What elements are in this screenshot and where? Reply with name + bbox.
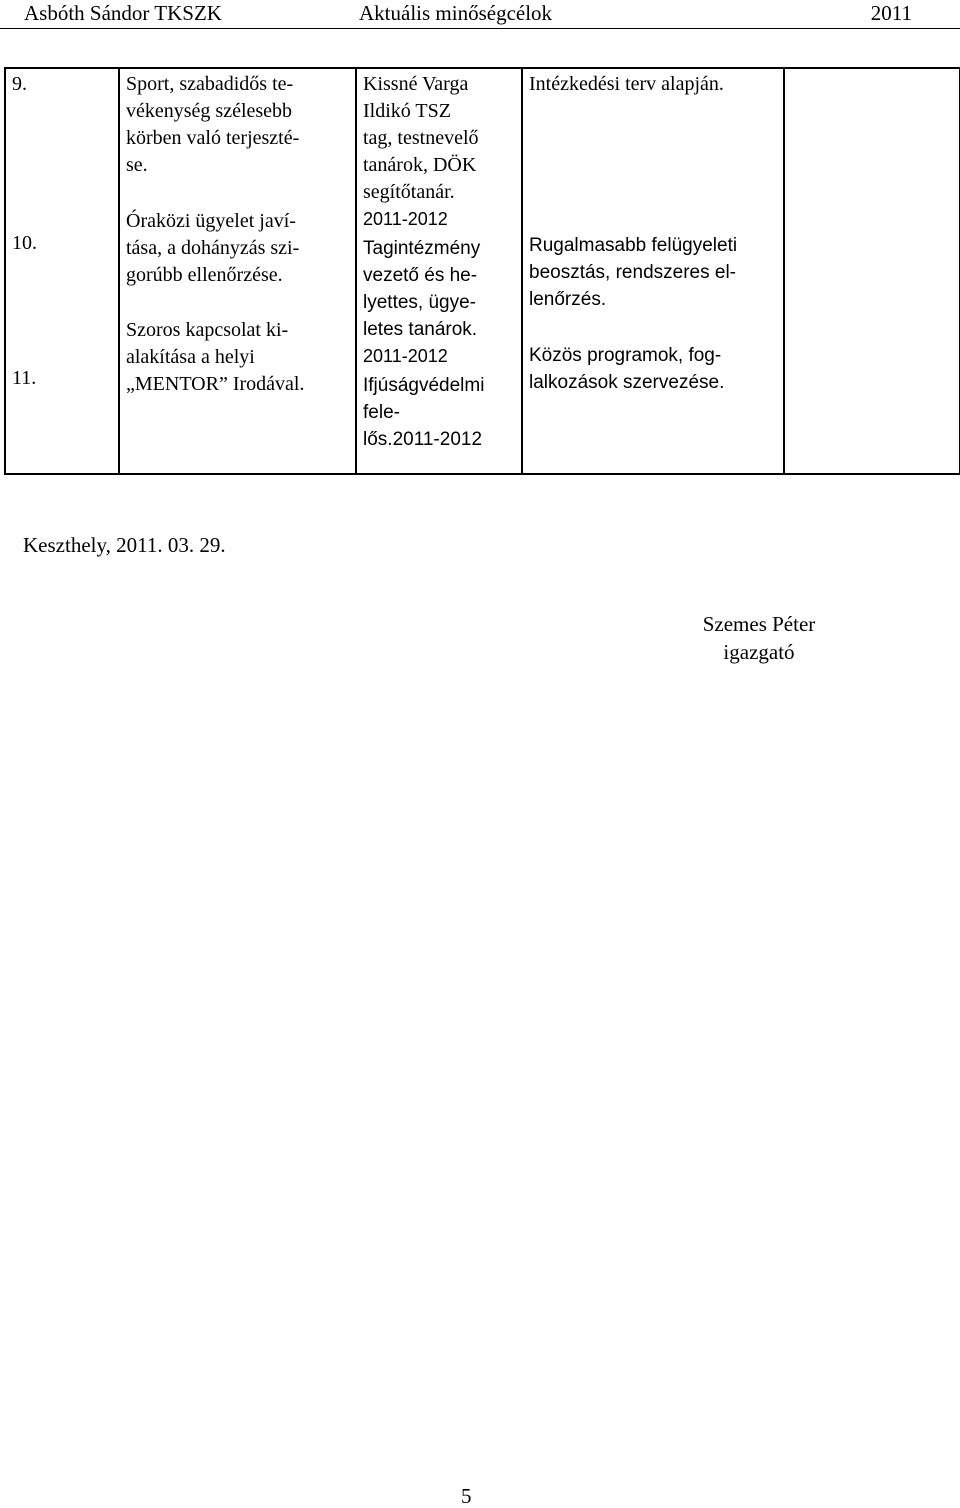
responsible-item bbox=[363, 71, 521, 233]
method-column-cell bbox=[522, 68, 784, 474]
method-line: beosztás, rendszeres el- bbox=[529, 262, 736, 283]
table-row bbox=[5, 68, 960, 474]
row-number: 10. bbox=[12, 232, 37, 254]
header-year: 2011 bbox=[870, 1, 912, 25]
header-document-title: Aktuális minőségcélok bbox=[359, 1, 553, 25]
method-line: Közös programok, fog- bbox=[529, 345, 722, 366]
responsible-item bbox=[363, 235, 521, 370]
method-item bbox=[529, 342, 783, 396]
deadline: 2011-2012 bbox=[363, 209, 448, 229]
responsible-line: tanárok, DÖK bbox=[363, 154, 477, 176]
header-institution: Asbóth Sándor TKSZK bbox=[24, 1, 222, 25]
page-header bbox=[0, 0, 960, 29]
responsible-line: Tagintézmény bbox=[363, 238, 481, 259]
signature-block bbox=[680, 610, 838, 666]
method-item bbox=[529, 232, 783, 313]
empty-column-cell bbox=[784, 68, 960, 474]
responsible-line: segítőtanár. bbox=[363, 181, 455, 203]
task-line: alakítása a helyi bbox=[126, 346, 255, 368]
task-line: se. bbox=[126, 154, 148, 176]
task-line: gorúbb ellenőrzése. bbox=[126, 264, 283, 286]
responsible-line: vezető és he- bbox=[363, 265, 478, 286]
responsible-line: lyettes, ügye- bbox=[363, 292, 476, 313]
deadline: 2011-2012 bbox=[363, 346, 448, 366]
method-line: Rugalmasabb felügyeleti bbox=[529, 235, 738, 256]
signer-name: Szemes Péter bbox=[702, 612, 816, 636]
task-line: Sport, szabadidős te- bbox=[126, 73, 294, 95]
task-line: körben való terjeszté- bbox=[126, 127, 300, 149]
task-line: tása, a dohányzás szi- bbox=[126, 237, 300, 259]
method-line: Intézkedési terv alapján. bbox=[529, 73, 724, 95]
responsible-item bbox=[363, 372, 521, 453]
task-line: vékenység szélesebb bbox=[126, 100, 293, 122]
task-line: Óraközi ügyelet javí- bbox=[126, 210, 296, 232]
responsible-line: lős.2011-2012 bbox=[363, 429, 483, 450]
signer-title: igazgató bbox=[723, 640, 795, 664]
row-number: 9. bbox=[12, 73, 27, 95]
place-and-date: Keszthely, 2011. 03. 29. bbox=[23, 533, 226, 557]
responsible-line: Ildikó TSZ bbox=[363, 100, 451, 122]
responsible-line: letes tanárok. bbox=[363, 319, 478, 340]
task-line: Szoros kapcsolat ki- bbox=[126, 319, 289, 341]
page-number: 5 bbox=[461, 1484, 472, 1508]
responsible-line: fele- bbox=[363, 402, 400, 423]
method-line: lenőrzés. bbox=[529, 289, 607, 310]
quality-goals-table bbox=[4, 67, 960, 475]
task-item bbox=[126, 208, 355, 289]
task-item bbox=[126, 71, 355, 179]
method-item bbox=[529, 71, 783, 98]
task-column-cell bbox=[119, 68, 356, 474]
method-line: lalkozások szervezése. bbox=[529, 372, 725, 393]
responsible-line: Kissné Varga bbox=[363, 73, 469, 95]
number-column-cell bbox=[5, 68, 119, 474]
task-line: „MENTOR” Irodával. bbox=[126, 373, 305, 395]
task-item bbox=[126, 317, 355, 398]
row-number: 11. bbox=[12, 367, 37, 389]
responsible-line: tag, testnevelő bbox=[363, 127, 479, 149]
responsible-column-cell bbox=[356, 68, 522, 474]
responsible-line: Ifjúságvédelmi bbox=[363, 375, 485, 396]
